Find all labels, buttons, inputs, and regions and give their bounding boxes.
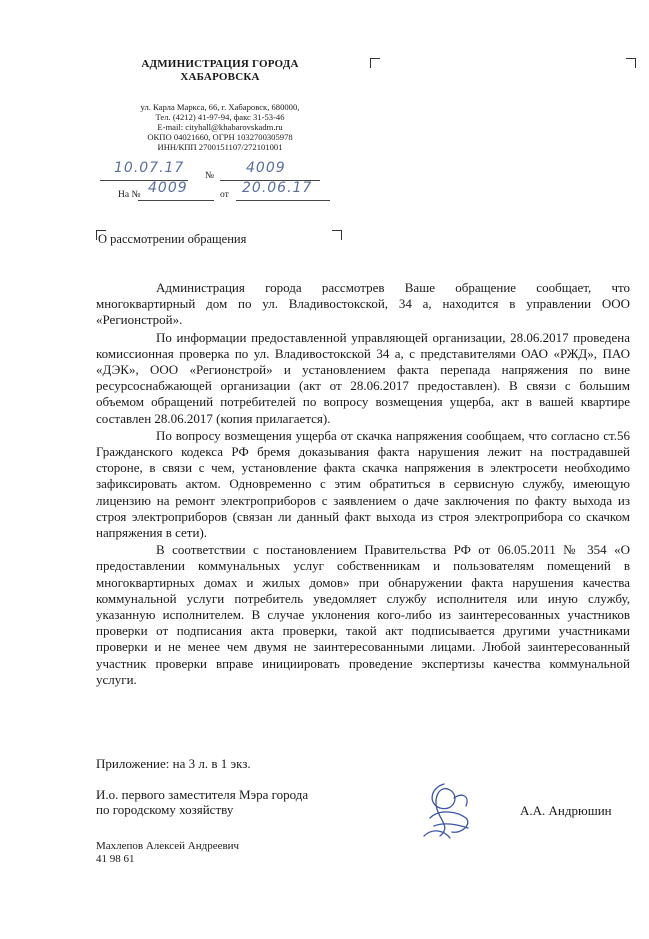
signer-position <box>96 787 308 817</box>
signer-position-line2: по городскому хозяйству <box>96 802 234 817</box>
signer-name: А.А. Андрюшин <box>520 803 612 818</box>
org-name-line1: АДМИНИСТРАЦИЯ ГОРОДА <box>141 58 299 70</box>
from-label: от <box>220 190 229 200</box>
address-corner-top-left <box>370 58 380 68</box>
reference-date-field <box>236 182 330 201</box>
outgoing-date-field <box>100 162 188 181</box>
org-name-line2: ХАБАРОВСКА <box>180 71 260 83</box>
address-line: ул. Карла Маркса, 66, г. Хабаровск, 680000, <box>140 102 300 112</box>
letter-body <box>96 280 630 689</box>
inn-line: ИНН/КПП 2700151107/272101001 <box>157 142 283 152</box>
organization-name <box>100 58 340 84</box>
body-paragraph: В соответствии с постановлением Правительства РФ от 06.05.2011 № 354 «О предоставлении коммунальных услуг собственникам и пользователям помещений в многоквартирных домах и жилых домов» при обнаружении факта нарушения качества коммунальной услуги потребитель уведомляет службу исполнителя или иную службу, указанную исполнителем. В случае уклонения кого-либо из заинтересованных участников проверки от подписания акта проверки, такой акт подписывается другими участниками проверки и не менее чем двумя не заинтересованными лицами. Любой заинтересованный участник проверки вправе инициировать проведение экспертизы качества коммунальной услуги. <box>96 542 630 687</box>
okpo-line: ОКПО 04021660, ОГРН 1032700305978 <box>147 132 293 142</box>
outgoing-date: 10.07.17 <box>114 160 185 176</box>
outgoing-number-field <box>220 162 320 181</box>
attachment-note: Приложение: на 3 л. в 1 экз. <box>96 756 251 771</box>
address-corner-top-right <box>626 58 636 68</box>
phone-line: Тел. (4212) 41-97-94, факс 31-53-46 <box>155 112 285 122</box>
reference-date: 20.06.17 <box>242 180 313 196</box>
reference-number: 4009 <box>148 180 188 196</box>
body-paragraph: По вопросу возмещения ущерба от скачка напряжения сообщаем, что согласно ст.56 Гражданского кодекса РФ бремя доказывания факта нарушения лежит на пострадавшей стороне, в связи с чем, установление факта скачка напряжения в электросети необходимо зафиксировать актом. Одновременно с этим обратиться в сервисную службу, имеющую лицензию на ремонт электроприборов с заявлением о даче заключения по факту выхода из строя электроприборов (связан ли данный факт выхода из строя электроприбора со скачком напряжения в сети). <box>96 427 630 541</box>
email-line: E-mail: cityhall@khabarovskadm.ru <box>157 122 283 132</box>
outgoing-number: 4009 <box>246 160 286 176</box>
executor-name: Махлепов Алексей Андреевич <box>96 840 240 852</box>
subject-line: О рассмотрении обращения <box>98 232 247 246</box>
handwritten-signature <box>410 778 490 844</box>
executor-phone: 41 98 61 <box>96 853 135 865</box>
signer-position-line1: И.о. первого заместителя Мэра города <box>96 787 309 802</box>
body-paragraph: Администрация города рассмотрев Ваше обращение сообщает, что многоквартирный дом по ул. Владивостокской, 34 а, находится в управлении ООО «Регионстрой». <box>96 280 630 328</box>
organization-address <box>100 102 340 152</box>
subject-corner-right <box>332 230 342 240</box>
body-paragraph: По информации предоставленной управляющей организации, 28.06.2017 проведена комиссионная проверка по ул. Владивостокской 34 а, с представителями ОАО «РЖД», ПАО «ДЭК», ООО «Регионстрой» и установлением факта перепада напряжения по вине ресурсоснабжающей организации (акт от 28.06.2017 предоставлен). В связи с большим объемом обращений потребителей по вопросу возмещения ущерба, акт в вашей квартире составлен 28.06.2017 (копия прилагается). <box>96 329 630 426</box>
executor-block <box>96 840 239 866</box>
reference-number-field <box>138 182 214 201</box>
number-sign: № <box>205 171 215 181</box>
reference-prefix: На № <box>118 190 141 200</box>
